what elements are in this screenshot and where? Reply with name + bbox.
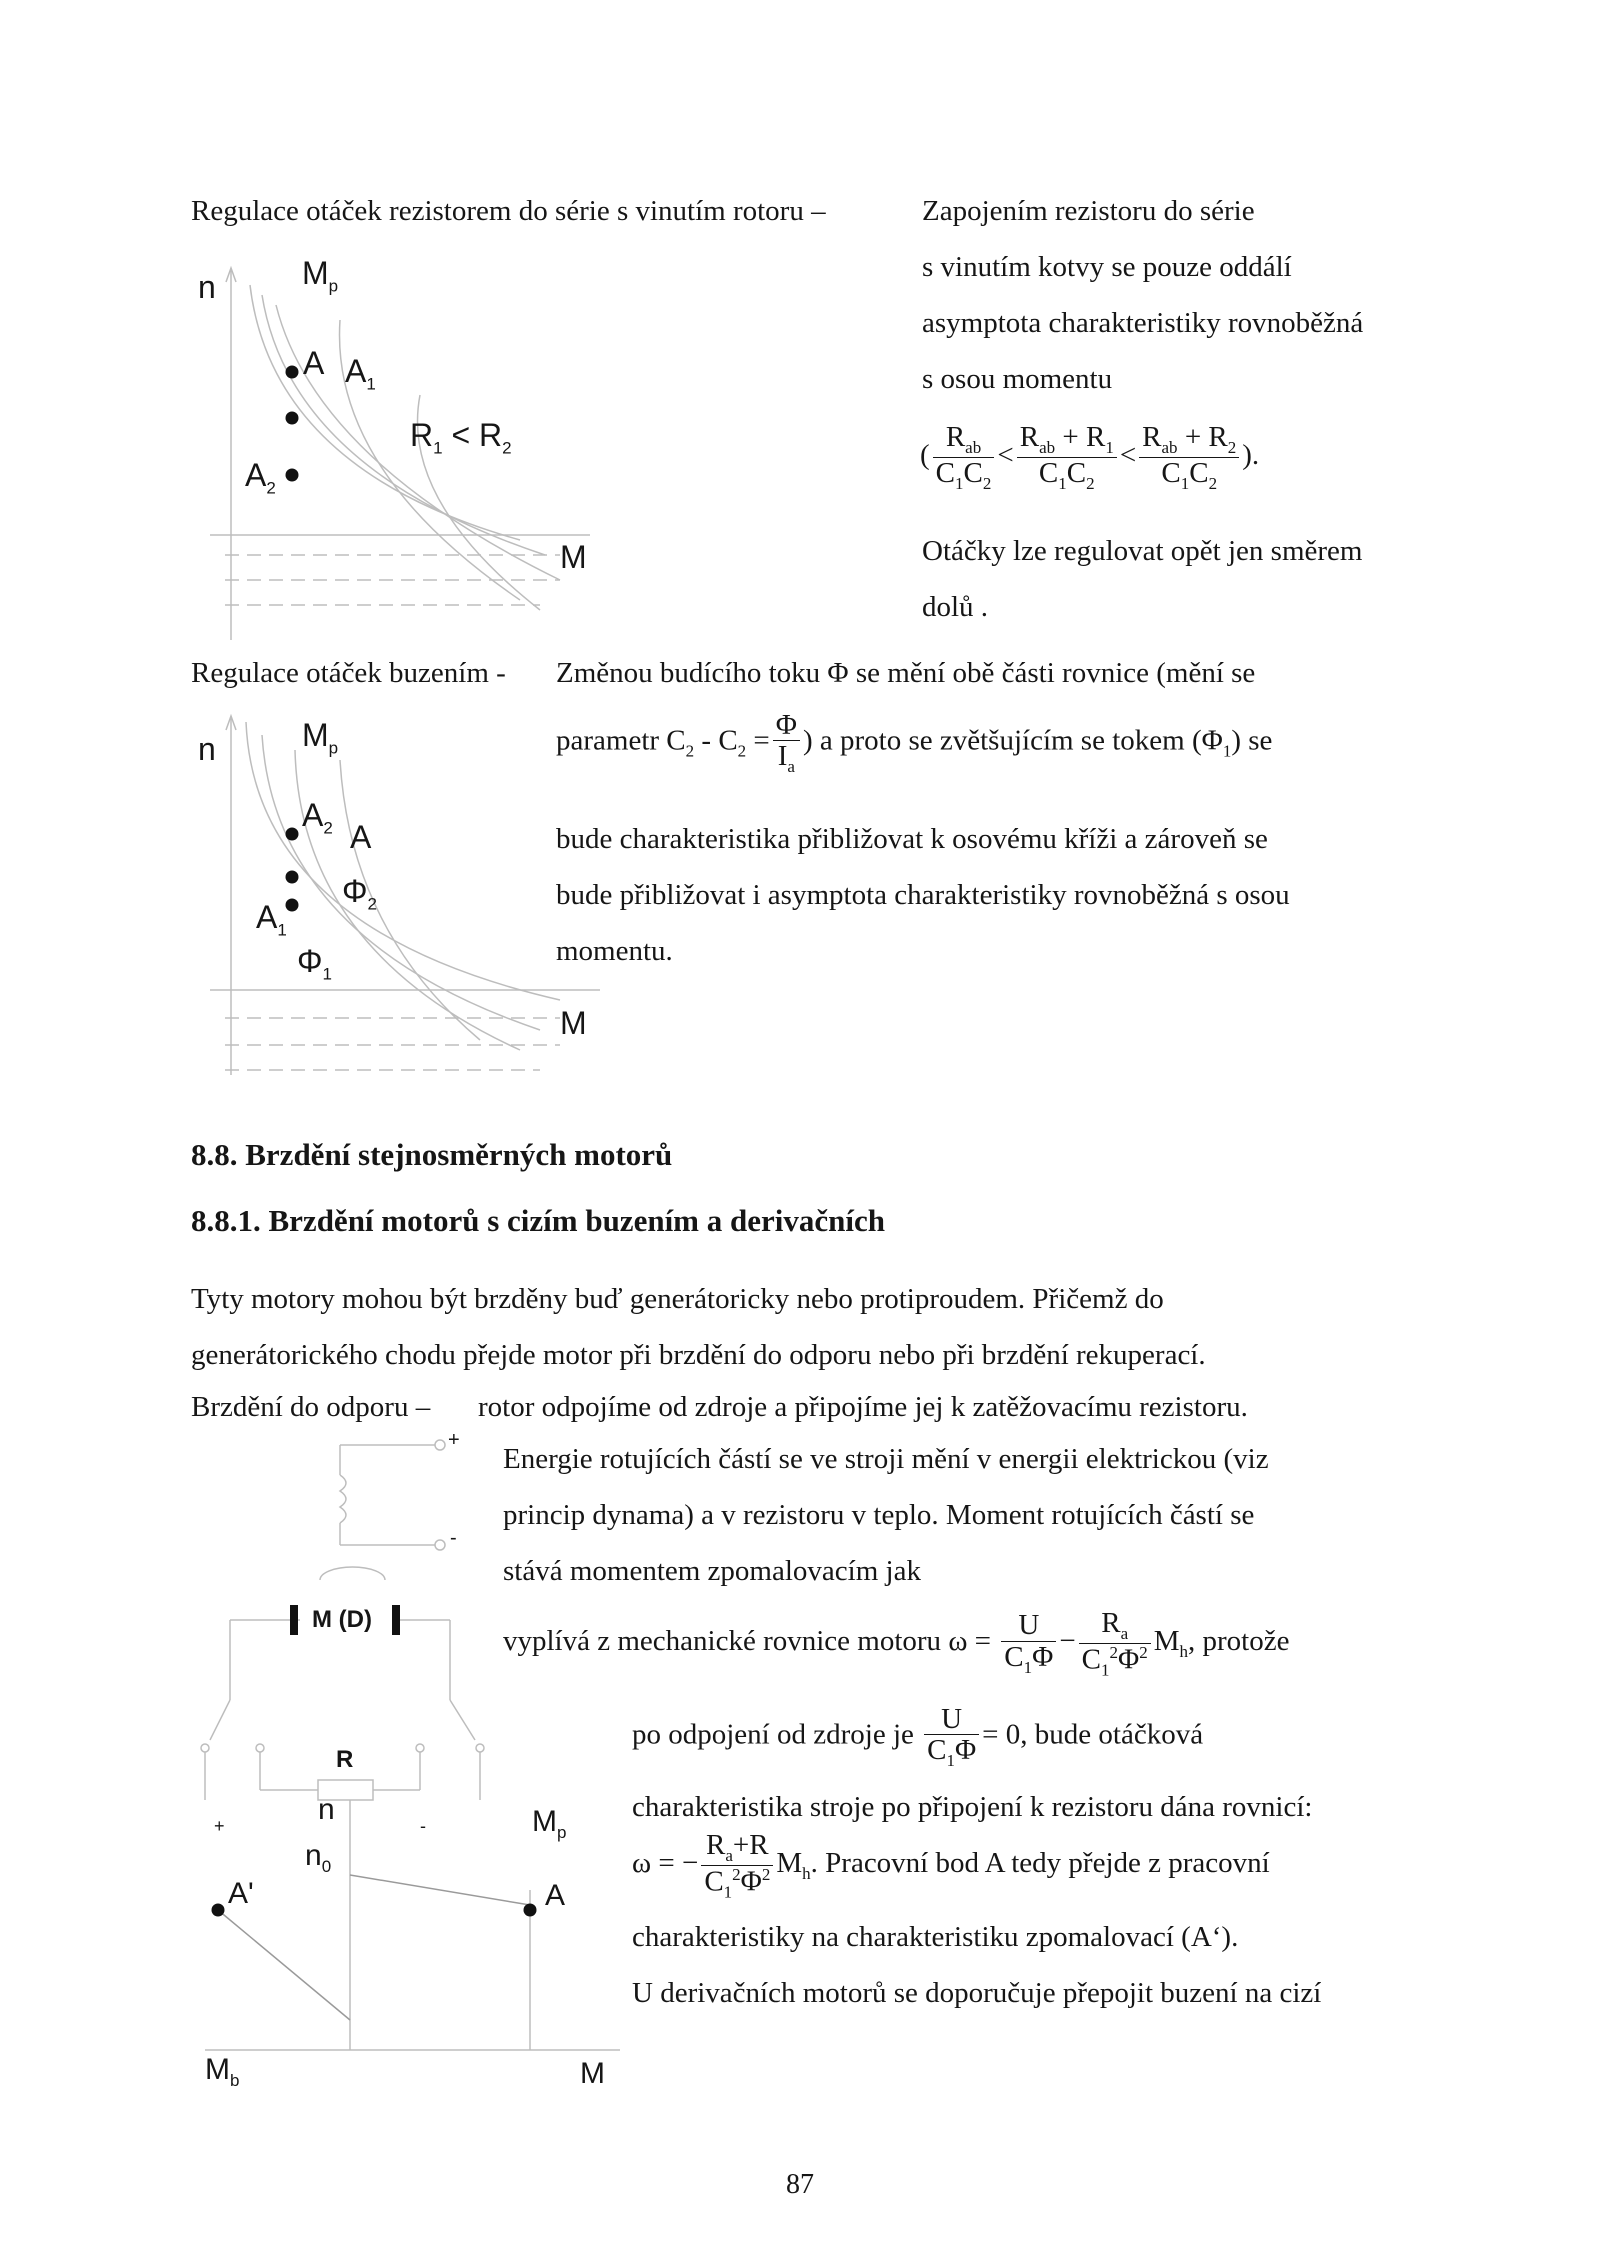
brush-left bbox=[290, 1605, 298, 1635]
section1-after-line: Otáčky lze regulovat opět jen směrem bbox=[922, 535, 1363, 567]
minus-terminal-label: - bbox=[450, 1527, 457, 1549]
minus-label: - bbox=[420, 1816, 426, 1836]
point-a bbox=[524, 1904, 537, 1917]
plus-label: + bbox=[214, 1816, 225, 1836]
section2-text-line: bude charakteristika přibližovat k osovému kříži a zároveň se bbox=[556, 823, 1268, 855]
section1-text-line: s vinutím kotvy se pouze oddálí bbox=[922, 251, 1292, 283]
fig3-aprime-label: A' bbox=[228, 1877, 254, 1910]
n-axis-arrow bbox=[226, 268, 236, 282]
point-a2 bbox=[286, 828, 299, 841]
n-axis-arrow bbox=[226, 716, 236, 730]
fig1-r-inequality: $R_1 < R_2$ bbox=[410, 417, 512, 458]
fig2-m-label: M bbox=[560, 1005, 587, 1041]
braking-characteristic bbox=[218, 1910, 350, 2020]
resistor-label: R bbox=[336, 1746, 354, 1773]
fig3-mp-label: $M_p$ bbox=[532, 1805, 567, 1842]
rotation-arc bbox=[320, 1567, 385, 1580]
point-a2 bbox=[286, 469, 299, 482]
braking-text-line: Energie rotujících částí se ve stroji mění v energii elektrickou (viz bbox=[503, 1443, 1269, 1475]
braking-label: Brzdění do odporu – bbox=[191, 1391, 431, 1423]
fig2-n-label: n bbox=[198, 731, 216, 767]
section2-heading: Regulace otáček buzením - bbox=[191, 657, 506, 689]
section1-heading: Regulace otáček rezistorem do série s vinutím rotoru – bbox=[191, 195, 826, 227]
excitation-winding bbox=[340, 1475, 346, 1523]
last-line: U derivačních motorů se doporučuje přepojit buzení na cizí bbox=[632, 1977, 1322, 2009]
resistance-ratio-equation: ( $\frac{R_{ab}}{C_1C_2}$ < $\frac{R_{ab} + R_1}{C_1C_2}$ < $\frac{R_{ab} + R_2}{C_1C_2}$ ). bbox=[920, 421, 1260, 493]
braking-label-rest: rotor odpojíme od zdroje a připojíme jej k zatěžovacímu rezistoru. bbox=[478, 1391, 1248, 1423]
plus-terminal-label: + bbox=[448, 1429, 460, 1451]
paragraph-line: generátorického chodu přejde motor při brzdění do odporu nebo při brzdění rekuperací. bbox=[191, 1339, 1206, 1371]
mechanical-equation: vyplívá z mechanické rovnice motoru ω = $\frac{U}{C_1\Phi}$ − $\frac{R_a}{C_1^2\Phi^2}$ $M_h$, protože bbox=[503, 1607, 1290, 1680]
fig3-n-label: n bbox=[318, 1793, 335, 1826]
section1-text-line: s osou momentu bbox=[922, 363, 1113, 395]
flux-curve bbox=[262, 735, 540, 1030]
working-characteristic bbox=[350, 1875, 530, 1905]
section-heading: 8.8. Brzdění stejnosměrných motorů bbox=[191, 1137, 673, 1172]
fig1-a2-label: $A_2$ bbox=[245, 457, 276, 498]
section2-parameter-line: parametr $C_2 - C_2$ = $\frac{\Phi}{I_a}$ ) a proto se zvětšujícím se tokem $(\Phi_1)$ se bbox=[556, 709, 1273, 777]
brush-right bbox=[392, 1605, 400, 1635]
motor-label: M (D) bbox=[312, 1606, 372, 1633]
fig1-n-label: n bbox=[198, 269, 216, 305]
fig2-mp-label: $M_p$ bbox=[302, 717, 339, 758]
point-a1 bbox=[286, 899, 299, 912]
zero-speed-equation: po odpojení od zdroje je $\frac{U}{C_1\Phi}$ = 0, bude otáčková bbox=[632, 1703, 1204, 1771]
fig2-a2-label: $A_2$ bbox=[302, 797, 333, 838]
section1-after-line: dolů . bbox=[922, 591, 989, 623]
fig3-n0-label: $n_0$ bbox=[305, 1839, 332, 1876]
braking-text-line: princip dynama) a v rezistoru v teplo. Moment rotujících částí se bbox=[503, 1499, 1255, 1531]
section1-text-line: Zapojením rezistoru do série bbox=[922, 195, 1255, 227]
fig3-a-label: A bbox=[545, 1879, 566, 1912]
braking-equation: ω = − $\frac{R_a+R}{C_1^2\Phi^2}$ $M_h$. Pracovní bod A tedy přejde z pracovní bbox=[632, 1829, 1270, 1902]
section2-text-line: bude přibližovat i asymptota charakteristiky rovnoběžná s osou bbox=[556, 879, 1290, 911]
section2-text-line: momentu. bbox=[556, 935, 673, 967]
point-mid bbox=[286, 412, 299, 425]
fig1-a-label: A bbox=[303, 345, 325, 381]
point-mid bbox=[286, 871, 299, 884]
fig1-a1-label: $A_1$ bbox=[345, 353, 376, 394]
page-number: 87 bbox=[786, 2169, 814, 2200]
fig2-phi2-label: $\Phi_2$ bbox=[342, 873, 377, 914]
characteristic-line: charakteristika stroje po připojení k rezistoru dána rovnicí: bbox=[632, 1791, 1313, 1823]
paragraph-line: Tyty motory mohou být brzděny buď generátoricky nebo protiproudem. Přičemž do bbox=[191, 1283, 1164, 1315]
flux-curve bbox=[295, 750, 520, 1050]
fig2-a-label: A bbox=[350, 819, 372, 855]
braking-text-line: stává momentem zpomalovacím jak bbox=[503, 1555, 921, 1587]
characteristic-curve bbox=[250, 285, 520, 540]
fig1-m-label: M bbox=[560, 539, 587, 575]
fig3-mb-label: $M_b$ bbox=[205, 2053, 240, 2090]
after-line: charakteristiky na charakteristiku zpomalovací (A‘). bbox=[632, 1921, 1239, 1953]
subsection-heading: 8.8.1. Brzdění motorů s cizím buzením a derivačních bbox=[191, 1203, 885, 1238]
flux-curve bbox=[246, 722, 560, 1000]
fig1-mp-label: $M_p$ bbox=[302, 255, 339, 296]
point-a bbox=[286, 366, 299, 379]
fig3-m-label: M bbox=[580, 2057, 605, 2090]
point-a-prime bbox=[212, 1904, 225, 1917]
section2-line1: Změnou budícího toku Φ se mění obě části rovnice (mění se bbox=[556, 657, 1256, 689]
fig2-a1-label: $A_1$ bbox=[256, 899, 287, 940]
section1-text-line: asymptota charakteristiky rovnoběžná bbox=[922, 307, 1364, 339]
fig2-phi1-label: $\Phi_1$ bbox=[297, 943, 332, 984]
